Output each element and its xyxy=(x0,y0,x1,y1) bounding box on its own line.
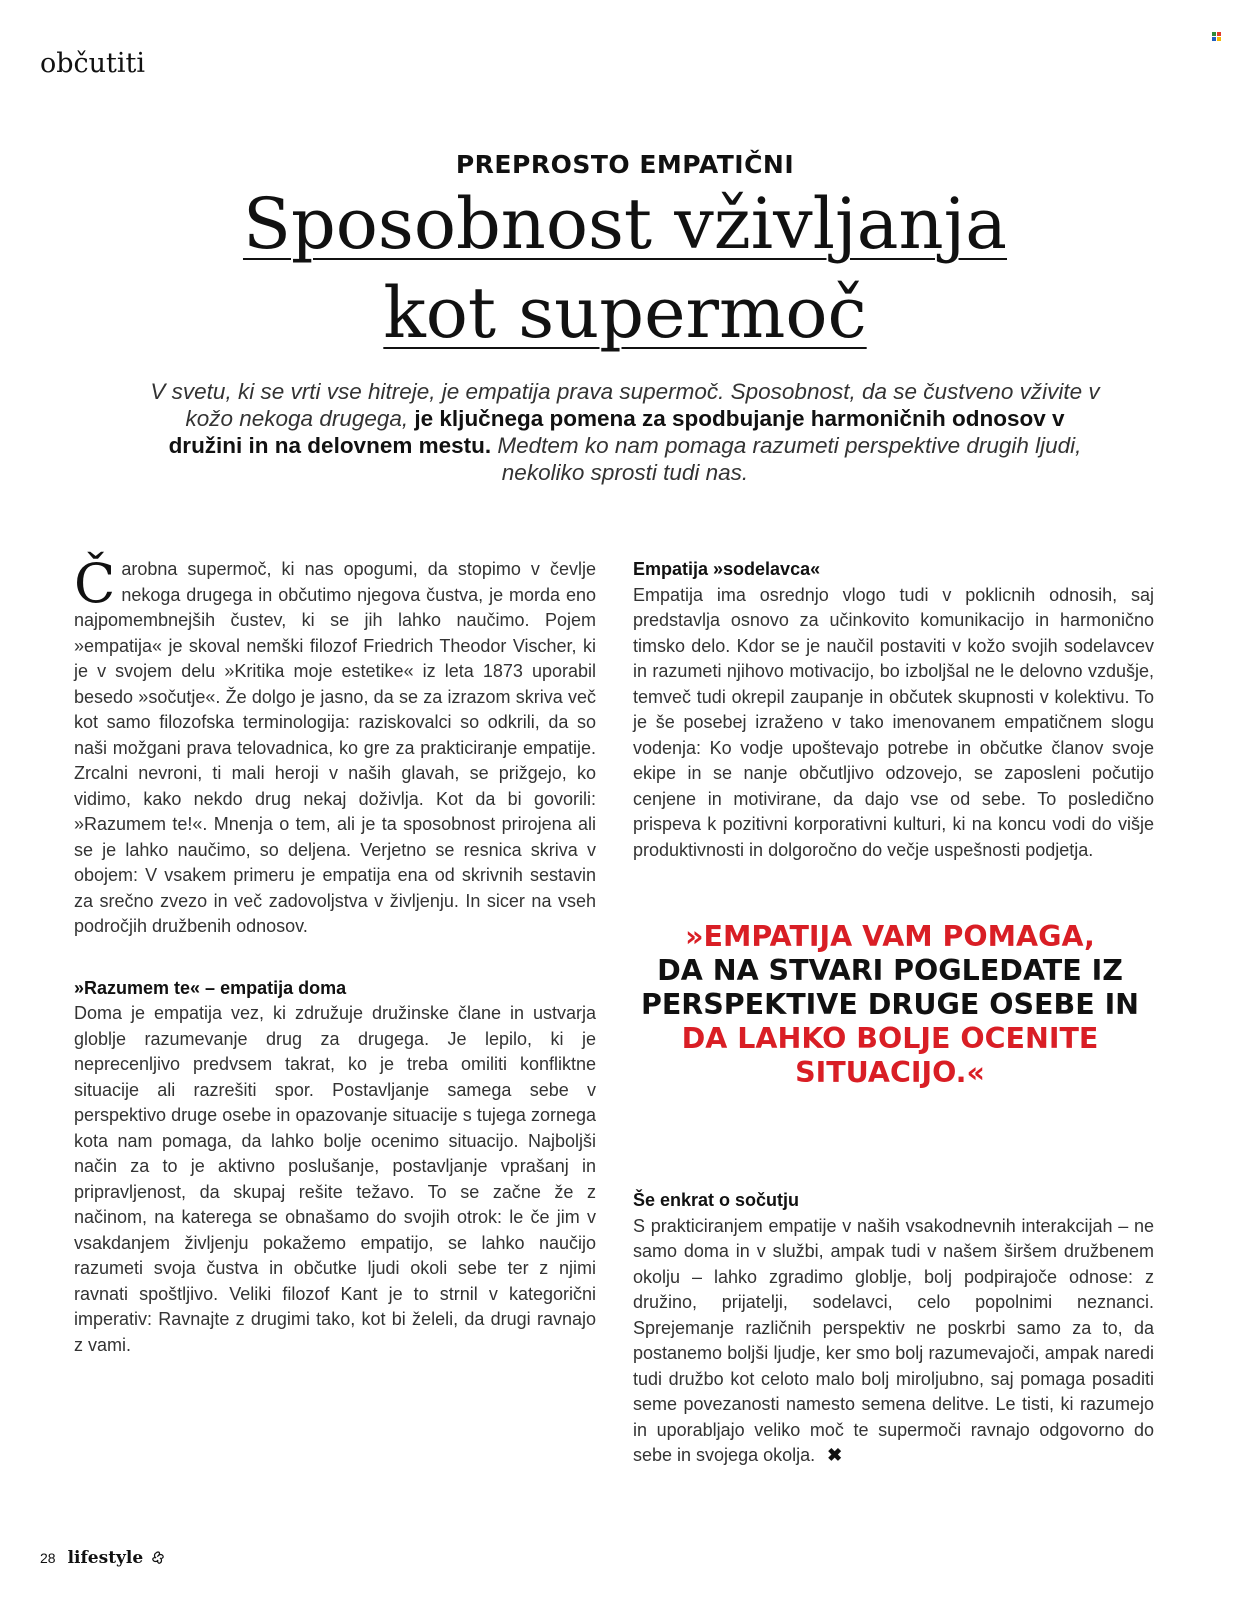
lead-bold: je ključnega pomena za spodbujanje harmoničnih odnosov v družini in na delovnem mestu. xyxy=(168,406,1065,458)
section-label: občutiti xyxy=(40,48,146,79)
right-column-bottom xyxy=(633,1188,1154,1469)
magazine-brand: lifestyle xyxy=(67,1548,144,1568)
color-mark-icon xyxy=(1212,32,1221,41)
article-kicker: PREPROSTO EMPATIČNI xyxy=(455,150,795,179)
article-lead xyxy=(150,378,1100,486)
pull-quote xyxy=(640,920,1140,1090)
section-body-compassion xyxy=(633,1214,1154,1469)
right-column-top xyxy=(633,557,1154,863)
page-footer xyxy=(40,1548,165,1568)
article-title xyxy=(0,180,1250,358)
section-heading-home: »Razumem te« – empatija doma xyxy=(74,977,347,998)
title-line-1: Sposobnost vživljanja xyxy=(242,183,1008,265)
quote-red-1: »EMPATIJA VAM POMAGA, xyxy=(685,920,1095,953)
left-column xyxy=(74,552,596,1358)
intro-paragraph xyxy=(74,552,596,940)
title-line-2: kot supermoč xyxy=(383,272,867,354)
end-mark-icon: ✖ xyxy=(827,1445,843,1465)
quatrefoil-icon xyxy=(151,1551,165,1565)
lead-text-2: Medtem ko nam pomaga razumeti perspektive drugih ljudi, nekoliko sprosti tudi nas. xyxy=(491,433,1082,485)
section-heading-coworker: Empatija »sodelavca« xyxy=(633,559,821,579)
intro-text: arobna supermoč, ki nas opogumi, da stopimo v čevlje nekoga drugega in občutimo njegova čustva, je morda eno najpomembnejših čustev, ki se jih lahko naučimo. Pojem »empatija« je skoval nemški filozof Friedrich Theodor Vischer, ki je v svojem delu »Kritika moje estetike« iz leta 1873 uporabil besedo »sočutje«. Že dolgo je jasno, da se za izrazom skriva več kot samo filozofska terminologija: raziskovalci so odkrili, da so naši možgani prava telovadnica, ko gre za prakticiranje empatije. Zrcalni nevroni, ti mali heroji v naših glavah, se prižgejo, ko vidimo, kako nekdo drug nekaj doživlja. Kot da bi govorili: »Razumem te!«. Mnenja o tem, ali je ta sposobnost prirojena ali se je lahko naučimo, so deljena. Verjetno se resnica skriva v obojem: V vsakem primeru je empatija ena od skrivnih sestavin za srečno zvezo in več zadovoljstva v življenju. In sicer na vseh področjih družbenih odnosov. xyxy=(74,559,596,936)
section-body-home: Doma je empatija vez, ki združuje družinske člane in ustvarja globlje razumevanje drug za drugega. Je lepilo, ki je neprecenljivo predvsem takrat, ko je treba omiliti konfliktne situacije ali razrešiti spor. Postavljanje samega sebe v perspektivo druge osebe in opazovanje situacije s tujega zornega kota nam pomaga, da lahko bolje ocenimo situacijo. Najboljši način za to je aktivno poslušanje, postavljanje vprašanj in pripravljenost, da skupaj rešite težavo. To se začne že z načinom, na katerega se obnašamo do svojih otrok: le če jim v vsakdanjem življenju pokažemo empatijo, se lahko naučijo razumeti svoja čustva in občutke ljudi okoli sebe ter z njimi ravnati spoštljivo. Veliki filozof Kant je to strnil v kategorični imperativ: Ravnajte z drugimi tako, kot bi želeli, da drugi ravnajo z vami. xyxy=(74,1003,596,1355)
quote-red-2: DA LAHKO BOLJE OCENITE SITUACIJO.« xyxy=(681,1022,1099,1089)
section-heading-compassion: Še enkrat o sočutju xyxy=(633,1190,800,1210)
quote-black: DA NA STVARI POGLEDATE IZ PERSPEKTIVE DRUGE OSEBE IN xyxy=(640,954,1140,1021)
compassion-text: S prakticiranjem empatije v naših vsakodnevnih interakcijah – ne samo doma in v službi, ampak tudi v našem širšem družbenem okolju – lahko zgradimo globlje, bolj podpirajoče odnose: z družino, prijatelji, sodelavci, celo popolnimi neznanci. Sprejemanje različnih perspektiv ne poskrbi samo za to, da postanemo boljši ljudje, ker smo bolj razumevajoči, ampak naredi tudi družbo kot celoto malo bolj miroljubno, saj pomaga posaditi seme povezanosti namesto semena delitve. Le tisti, ki razumejo in uporabljajo veliko moč te supermoči ravnajo odgovorno do sebe in svojega okolja. xyxy=(633,1215,1154,1465)
lead-text-1: V svetu, ki se vrti vse hitreje, je empatija prava supermoč. Sposobnost, da se čustveno vživite v kožo nekoga drugega, xyxy=(150,379,1100,431)
page-number: 28 xyxy=(40,1550,56,1566)
section-body-coworker: Empatija ima osrednjo vlogo tudi v poklicnih odnosih, saj predstavlja osnovo za učinkovito komunikacijo in harmonično timsko delo. Kdor se je naučil postaviti v kožo svojih sodelavcev in razumeti njihovo motivacijo, bo izboljšal ne le delovno vzdušje, temveč tudi okrepil zaupanje in občutek skupnosti v kolektivu. To je še posebej izraženo v tako imenovanem empatičnem slogu vodenja: Ko vodje upoštevajo potrebe in občutke članov svoje ekipe in se nanje občutljivo odzovejo, se zaposleni počutijo cenjene in motivirane, da dajo vse od sebe. To posledično prispeva k pozitivni korporativni kulturi, ki na koncu vodi do višje produktivnosti in dolgoročno do večje uspešnosti podjetja. xyxy=(633,584,1154,860)
drop-cap: Č xyxy=(74,552,116,615)
